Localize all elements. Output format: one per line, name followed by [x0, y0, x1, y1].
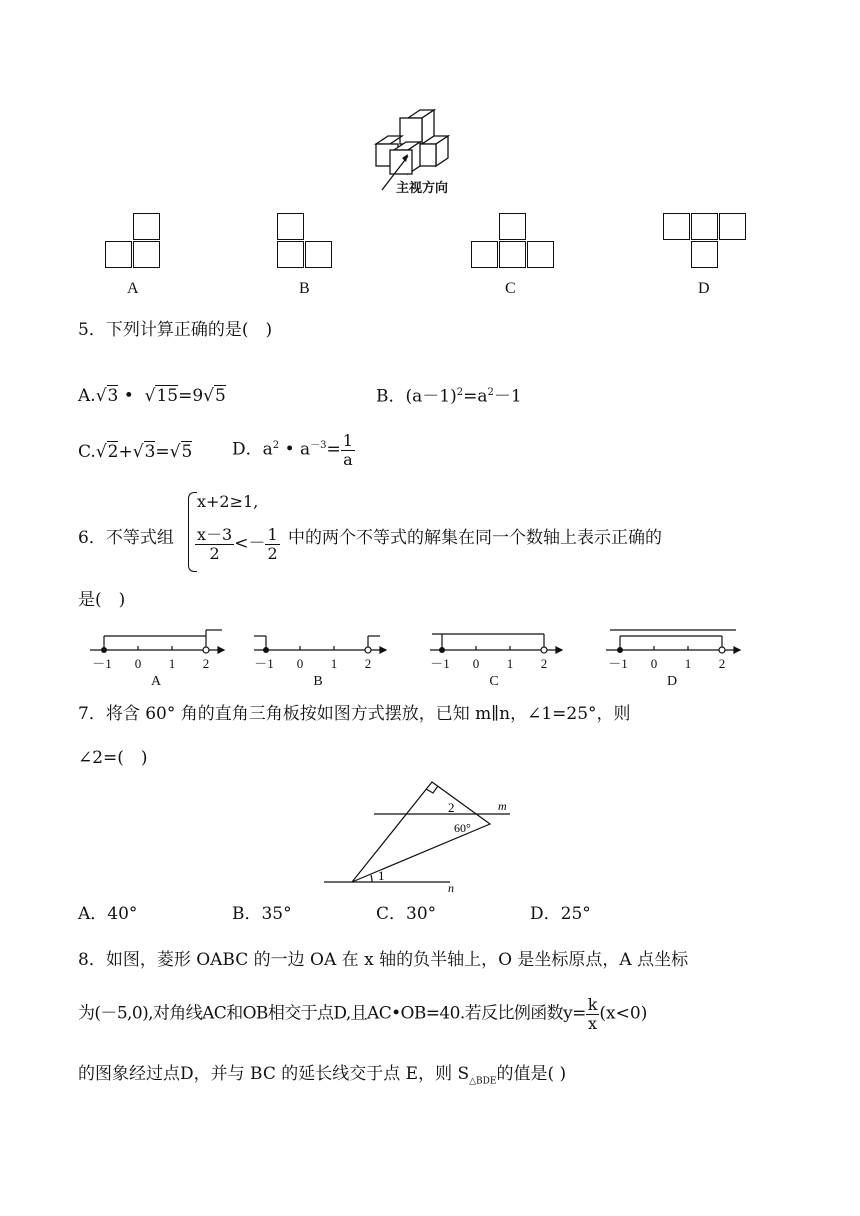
q4-option-d-label: D — [698, 280, 710, 297]
q8-line3: 的图象经过点D，并与 BC 的延长线交于点 E，则 $S_{\triangle BDE}$的值是( ) — [78, 1064, 567, 1087]
q7-triangle-figure — [320, 776, 520, 896]
q7-line2: ∠2=( ) — [78, 748, 148, 768]
q5-option-b: B．$(a-1)^2=a^2-1$ — [376, 386, 522, 407]
q6-option-b-label: B — [313, 674, 323, 688]
q6-line2: 是( ) — [78, 590, 126, 610]
label-m: m — [498, 799, 507, 813]
q7-choice-d: D．25° — [530, 904, 591, 924]
q7-choice-b: B．35° — [232, 904, 292, 924]
q8-line2: 为(－5,0),对角线AC和OB相交于点D,且AC•OB=40.若反比例函数y= $\frac{k}{x}$ (x<0) — [78, 995, 648, 1033]
q6-tail: 中的两个不等式的解集在同一个数轴上表示正确的 — [288, 528, 662, 548]
axis-c-tick-1: 1 — [506, 656, 514, 671]
axis-c-tick-neg1: －1 — [430, 656, 450, 671]
view-direction-caption: 主视方向 — [396, 180, 449, 195]
q6-option-a-label: A — [150, 674, 162, 688]
axis-a-tick-neg1: －1 — [92, 656, 112, 671]
axis-b-tick-0: 0 — [296, 656, 304, 671]
q8-line1: 8．如图，菱形 OABC 的一边 OA 在 x 轴的负半轴上，O 是坐标原点，A 点坐标 — [78, 950, 689, 970]
q4-option-c-figure — [471, 213, 555, 271]
axis-c-tick-2: 2 — [540, 656, 548, 671]
axis-d-tick-2: 2 — [718, 656, 726, 671]
q5-stem: 5．下列计算正确的是( ) — [78, 320, 273, 340]
q6-lead: 6．不等式组 — [78, 528, 174, 548]
q6-ineq1: x+2≥1, — [197, 492, 259, 511]
axis-c-tick-0: 0 — [472, 656, 480, 671]
axis-d-tick-1: 1 — [684, 656, 692, 671]
q5-option-d: D．$a^2$ • $a^{-3}=$ $\frac{1}{a}$ — [232, 431, 353, 469]
axis-a-tick-2: 2 — [202, 656, 210, 671]
q5-option-c: C.√2+√3=√5 — [78, 442, 193, 462]
axis-b-tick-2: 2 — [364, 656, 372, 671]
label-angle60: 60° — [454, 821, 471, 835]
q6-number-lines — [0, 628, 860, 688]
label-n: n — [448, 881, 454, 895]
q5-option-a: A.√3 • √15=9√5 — [78, 386, 226, 406]
axis-a-tick-1: 1 — [168, 656, 176, 671]
q4-option-b-label: B — [299, 280, 310, 297]
q7-line1: 7．将含 60° 角的直角三角板按如图方式摆放，已知 m∥n，∠1=25°，则 — [78, 704, 631, 724]
axis-d-tick-neg1: －1 — [608, 656, 628, 671]
q6-ineq2: $\frac{x-3}{2}$ <－ $\frac{1}{2}$ — [197, 525, 278, 563]
q7-choice-a: A．40° — [78, 904, 138, 924]
axis-d-tick-0: 0 — [650, 656, 658, 671]
label-angle1: 1 — [378, 868, 385, 883]
axis-a-tick-0: 0 — [134, 656, 142, 671]
q4-option-b-figure — [277, 213, 335, 271]
q4-option-d-figure — [663, 213, 747, 271]
label-angle2: 2 — [448, 800, 455, 815]
q6-option-d-label: D — [666, 674, 678, 688]
q4-option-a-figure — [105, 213, 163, 271]
q7-choice-c: C．30° — [376, 904, 437, 924]
q6-option-c-label: C — [489, 674, 499, 688]
q4-option-a-label: A — [127, 280, 139, 297]
q4-option-c-label: C — [505, 280, 516, 297]
axis-b-tick-neg1: －1 — [254, 656, 274, 671]
axis-b-tick-1: 1 — [330, 656, 338, 671]
